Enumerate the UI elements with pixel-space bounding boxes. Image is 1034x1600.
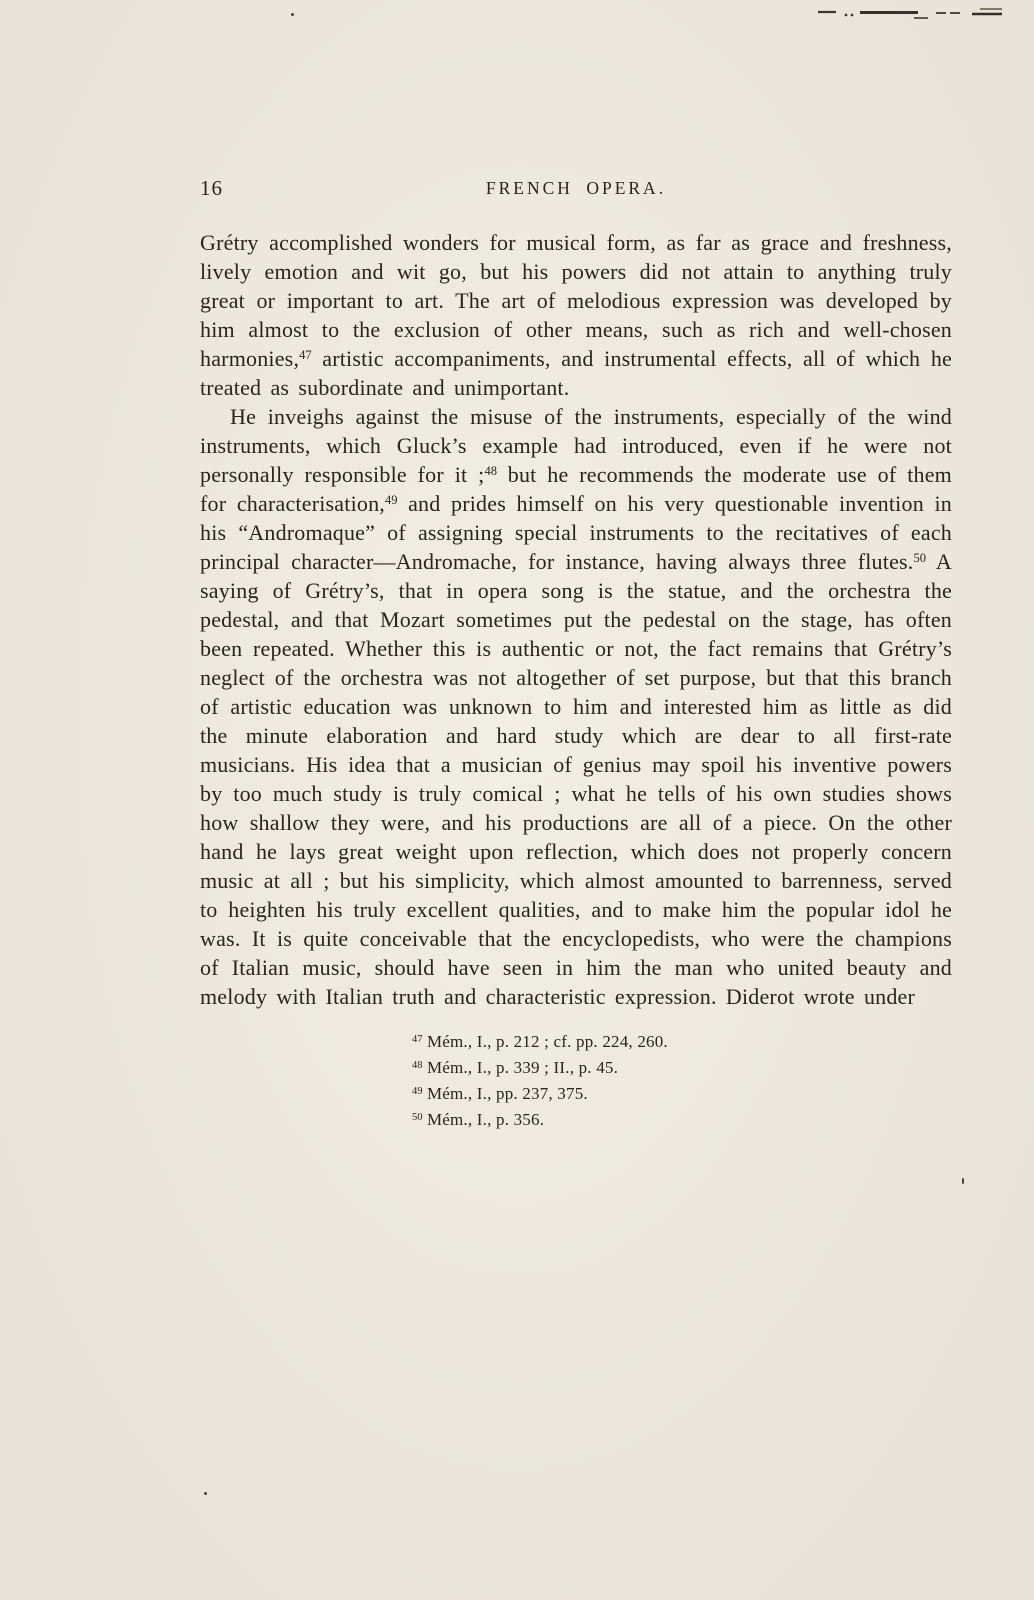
footnote-marker: 48: [412, 1060, 423, 1071]
footnotes-section: [200, 1029, 952, 1133]
running-title: FRENCH OPERA.: [485, 178, 667, 198]
scan-speck: [962, 1178, 964, 1184]
footnote: $^{49}$ Mém., I., pp. 237, 375.: [412, 1084, 588, 1103]
page-number: 16: [200, 176, 223, 200]
scan-speck: [204, 1492, 207, 1495]
paragraph: He inveighs against the misuse of the instruments, especially of the wind instruments, which Gluck’s example had introduced, even if he were not personally responsible for it ;$^{48}$ but he recommends the moderate use of them for characterisation,$^{49}$ and prides himself on his very questionable invention in his “Andromaque” of assigning special instruments to the recitatives of each principal character—Andromache, for instance, having always three flutes.$^{50}$ A saying of Grétry’s, that in opera song is the statue, and the orchestra the pedestal, and that Mozart sometimes put the pedestal on the stage, has often been repeated. Whether this is authentic or not, the fact remains that Grétry’s neglect of the orchestra was not altogether of set purpose, but that this branch of artistic education was unknown to him and interested him as little as did the minute elaboration and hard study which are dear to all first-rate musicians. His idea that a musician of genius may spoil his inventive powers by too much study is truly comical ; what he tells of his own studies shows how shallow they were, and his productions are all of a piece. On the other hand he lays great weight upon reflection, which does not properly concern music at all ; but his simplicity, which almost amounted to barrenness, served to heighten his truly excellent qualities, and to make him the popular idol he was. It is quite conceivable that the encyclopedists, who were the champions of Italian music, should have seen in him the man who united beauty and melody with Italian truth and characteristic expression. Diderot wrote under: [200, 404, 952, 1009]
page-header: [200, 172, 952, 206]
footnote: $^{48}$ Mém., I., p. 339 ; II., p. 45.: [412, 1058, 619, 1077]
footnote-marker: 49: [384, 493, 398, 507]
footnote-marker: 48: [484, 464, 497, 478]
scan-artifact-top-right: [810, 4, 1010, 30]
footnote-marker: 47: [299, 348, 312, 362]
scan-speck: [291, 13, 294, 16]
paragraph: Grétry accomplished wonders for musical form, as far as grace and freshness, lively emotion and wit go, but his powers did not attain to anything truly great or important to art. The art of melodious expression was developed by him almost to the exclusion of other means, such as rich and well-chosen harmonies,$^{47}$ artistic accompaniments, and instrumental effects, all of which he treated as subordinate and unimportant.: [200, 230, 952, 400]
body-text: [200, 228, 952, 1011]
footnote: $^{47}$ Mém., I., p. 212 ; cf. pp. 224, 260.: [412, 1032, 668, 1051]
footnote-marker: 50: [412, 1112, 423, 1123]
footnote-marker: 50: [913, 551, 926, 565]
text-block: [200, 172, 952, 1133]
footnote-marker: 49: [412, 1086, 423, 1097]
footnote-marker: 47: [412, 1034, 423, 1045]
footnote: $^{50}$ Mém., I., p. 356.: [412, 1110, 545, 1129]
